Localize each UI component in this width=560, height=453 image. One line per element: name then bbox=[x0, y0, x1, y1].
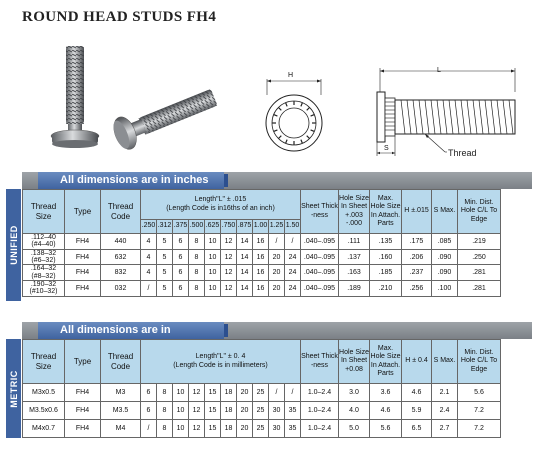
sheet-thickness-cell: .040–.095 bbox=[301, 249, 339, 265]
length-code-cell: 8 bbox=[157, 384, 173, 402]
length-code-cell: 15 bbox=[205, 384, 221, 402]
length-code-cell: 12 bbox=[189, 402, 205, 420]
hole-size-cell: 3.0 bbox=[339, 384, 370, 402]
sheet-thickness-cell: .040–.095 bbox=[301, 234, 339, 250]
s-cell: .085 bbox=[432, 234, 458, 250]
max-hole-cell: .185 bbox=[370, 265, 402, 281]
length-code-cell: 15 bbox=[205, 420, 221, 438]
length-code-cell: 18 bbox=[221, 402, 237, 420]
table-row bbox=[23, 265, 501, 281]
col-h: H ± 0.4 bbox=[402, 340, 432, 384]
col-length-group bbox=[141, 190, 301, 220]
length-code-cell: 10 bbox=[205, 281, 221, 297]
thread-code-cell: 832 bbox=[101, 265, 141, 281]
length-code-cell: 25 bbox=[253, 384, 269, 402]
length-code-cell: 12 bbox=[221, 234, 237, 250]
min-dist-cell: .250 bbox=[458, 249, 501, 265]
length-code-cell: 8 bbox=[157, 402, 173, 420]
length-code-cell: 5 bbox=[157, 249, 173, 265]
dimension-h-label: H bbox=[288, 72, 294, 79]
length-code-header: .375 bbox=[173, 220, 189, 234]
length-code-cell: 8 bbox=[189, 249, 205, 265]
length-code-cell: 14 bbox=[237, 281, 253, 297]
length-code-cell: 12 bbox=[221, 249, 237, 265]
thread-size-primary: .112–40 bbox=[31, 234, 56, 241]
min-dist-cell: .219 bbox=[458, 234, 501, 250]
thread-size-secondary: (#4–40) bbox=[31, 241, 56, 249]
thread-size-secondary: (#6–32) bbox=[31, 257, 56, 265]
col-min-dist: Min. Dist. Hole C/L To Edge bbox=[458, 340, 501, 384]
length-code-cell: 5 bbox=[157, 265, 173, 281]
stud-photos bbox=[40, 38, 230, 168]
thread-size-secondary: (#10–32) bbox=[29, 288, 58, 296]
col-type: Type bbox=[65, 190, 101, 234]
min-dist-cell: 7.2 bbox=[458, 402, 501, 420]
length-code-cell: 6 bbox=[173, 265, 189, 281]
length-code-header: 1.25 bbox=[269, 220, 285, 234]
table-row bbox=[23, 234, 501, 250]
thread-size-cell: M4x0.7 bbox=[23, 420, 65, 438]
length-header-line2: (Length Code is in millimeters) bbox=[173, 361, 268, 369]
dimension-l-label: L bbox=[437, 67, 441, 74]
col-sheet-thickness: Sheet Thick -ness bbox=[301, 340, 339, 384]
length-code-cell: 12 bbox=[221, 265, 237, 281]
end-view-diagram bbox=[255, 65, 335, 165]
length-code-cell: 10 bbox=[173, 402, 189, 420]
length-code-header: .312 bbox=[157, 220, 173, 234]
length-code-cell: 20 bbox=[237, 420, 253, 438]
length-code-cell: 6 bbox=[173, 249, 189, 265]
length-code-cell: 14 bbox=[237, 234, 253, 250]
sheet-thickness-cell: 1.0–2.4 bbox=[301, 384, 339, 402]
s-cell: 2.1 bbox=[432, 384, 458, 402]
length-code-cell: 10 bbox=[205, 234, 221, 250]
length-code-header: .625 bbox=[205, 220, 221, 234]
s-cell: 2.4 bbox=[432, 402, 458, 420]
max-hole-cell: .210 bbox=[370, 281, 402, 297]
length-code-cell: 12 bbox=[189, 420, 205, 438]
thread-code-cell: 440 bbox=[101, 234, 141, 250]
type-cell: FH4 bbox=[65, 420, 101, 438]
length-code-cell: 6 bbox=[141, 384, 157, 402]
thread-code-cell: M3 bbox=[101, 384, 141, 402]
metric-banner bbox=[22, 322, 532, 339]
col-hole-size: Hole Size In Sheet +.003 -.000 bbox=[339, 190, 370, 234]
hole-size-cell: 4.0 bbox=[339, 402, 370, 420]
max-hole-cell: .135 bbox=[370, 234, 402, 250]
thread-size-cell bbox=[23, 265, 65, 281]
type-cell: FH4 bbox=[65, 281, 101, 297]
length-code-cell: / bbox=[141, 281, 157, 297]
length-code-cell: 12 bbox=[221, 281, 237, 297]
length-code-cell: 16 bbox=[253, 281, 269, 297]
page-title: ROUND HEAD STUDS FH4 bbox=[22, 9, 217, 25]
length-code-header: .500 bbox=[189, 220, 205, 234]
col-thread-size: Thread Size bbox=[23, 340, 65, 384]
tilted-stud-image bbox=[110, 81, 221, 152]
table-row bbox=[23, 281, 501, 297]
col-s: S Max. bbox=[432, 340, 458, 384]
length-code-cell: 4 bbox=[141, 249, 157, 265]
s-cell: .090 bbox=[432, 249, 458, 265]
col-type: Type bbox=[65, 340, 101, 384]
h-cell: .175 bbox=[402, 234, 432, 250]
length-code-cell: 6 bbox=[173, 281, 189, 297]
hole-size-cell: .189 bbox=[339, 281, 370, 297]
min-dist-cell: 7.2 bbox=[458, 420, 501, 438]
h-cell: 4.6 bbox=[402, 384, 432, 402]
length-code-cell: 14 bbox=[237, 249, 253, 265]
col-max-hole: Max. Hole Size In Attach. Parts bbox=[370, 190, 402, 234]
length-code-cell: / bbox=[141, 420, 157, 438]
length-code-cell: 35 bbox=[285, 420, 301, 438]
length-code-cell: 5 bbox=[157, 234, 173, 250]
length-code-cell: 18 bbox=[221, 384, 237, 402]
length-code-cell: 6 bbox=[141, 402, 157, 420]
length-code-cell: / bbox=[269, 384, 285, 402]
table-row bbox=[23, 384, 501, 402]
length-code-cell: 4 bbox=[141, 265, 157, 281]
length-code-cell: 10 bbox=[173, 384, 189, 402]
length-code-cell: 14 bbox=[237, 265, 253, 281]
length-header-line2: (Length Code is in16ths of an inch) bbox=[166, 204, 275, 212]
col-hole-size: Hole Size In Sheet +0.08 bbox=[339, 340, 370, 384]
max-hole-cell: .160 bbox=[370, 249, 402, 265]
type-cell: FH4 bbox=[65, 265, 101, 281]
max-hole-cell: 5.6 bbox=[370, 420, 402, 438]
col-thread-code: Thread Code bbox=[101, 340, 141, 384]
unified-banner-text: All dimensions are in inches bbox=[38, 172, 224, 189]
thread-code-cell: M4 bbox=[101, 420, 141, 438]
length-code-cell: 8 bbox=[189, 265, 205, 281]
length-code-cell: 25 bbox=[253, 420, 269, 438]
col-thread-code: Thread Code bbox=[101, 190, 141, 234]
length-code-cell: 12 bbox=[189, 384, 205, 402]
thread-size-secondary: (#8–32) bbox=[31, 272, 56, 280]
s-cell: 2.7 bbox=[432, 420, 458, 438]
length-code-cell: 10 bbox=[205, 249, 221, 265]
h-cell: 6.5 bbox=[402, 420, 432, 438]
s-cell: .090 bbox=[432, 265, 458, 281]
length-code-cell: 20 bbox=[237, 402, 253, 420]
length-code-cell: 20 bbox=[237, 384, 253, 402]
table-row bbox=[23, 402, 501, 420]
h-cell: 5.9 bbox=[402, 402, 432, 420]
side-view-diagram bbox=[365, 62, 525, 167]
thread-size-cell bbox=[23, 249, 65, 265]
length-code-header: .250 bbox=[141, 220, 157, 234]
length-code-cell: 4 bbox=[141, 234, 157, 250]
unified-side-label: UNIFIED bbox=[6, 189, 21, 301]
type-cell: FH4 bbox=[65, 234, 101, 250]
col-s: S Max. bbox=[432, 190, 458, 234]
length-code-cell: 5 bbox=[157, 281, 173, 297]
length-code-cell: 10 bbox=[173, 420, 189, 438]
min-dist-cell: .281 bbox=[458, 265, 501, 281]
length-code-cell: / bbox=[285, 234, 301, 250]
metric-side-label: METRIC bbox=[6, 339, 21, 438]
length-code-cell: 6 bbox=[173, 234, 189, 250]
h-cell: .237 bbox=[402, 265, 432, 281]
thread-code-cell: M3.5 bbox=[101, 402, 141, 420]
thread-size-primary: .138–32 bbox=[30, 249, 57, 257]
length-code-header: 1.00 bbox=[253, 220, 269, 234]
length-code-cell: 16 bbox=[253, 234, 269, 250]
thread-size-cell: M3x0.5 bbox=[23, 384, 65, 402]
min-dist-cell: .281 bbox=[458, 281, 501, 297]
col-thread-size: Thread Size bbox=[23, 190, 65, 234]
thread-code-cell: 632 bbox=[101, 249, 141, 265]
thread-size-primary: .164–32 bbox=[30, 265, 57, 273]
length-code-cell: / bbox=[285, 384, 301, 402]
metric-banner-text: All dimensions are in bbox=[38, 322, 224, 339]
sheet-thickness-cell: .040–.095 bbox=[301, 265, 339, 281]
thread-size-cell bbox=[23, 234, 65, 250]
sheet-thickness-cell: 1.0–2.4 bbox=[301, 402, 339, 420]
thread-callout-label: Thread bbox=[448, 148, 477, 158]
col-min-dist: Min. Dist. Hole C/L To Edge bbox=[458, 190, 501, 234]
hole-size-cell: 5.0 bbox=[339, 420, 370, 438]
length-code-header: .875 bbox=[237, 220, 253, 234]
length-code-cell: 20 bbox=[269, 265, 285, 281]
min-dist-cell: 5.6 bbox=[458, 384, 501, 402]
unified-spec-table bbox=[22, 189, 501, 297]
length-code-cell: / bbox=[269, 234, 285, 250]
thread-size-cell bbox=[23, 281, 65, 297]
length-code-cell: 8 bbox=[189, 281, 205, 297]
length-code-cell: 20 bbox=[269, 281, 285, 297]
table-row bbox=[23, 249, 501, 265]
h-cell: .206 bbox=[402, 249, 432, 265]
length-code-cell: 8 bbox=[157, 420, 173, 438]
length-code-cell: 16 bbox=[253, 249, 269, 265]
table-row bbox=[23, 420, 501, 438]
max-hole-cell: 3.6 bbox=[370, 384, 402, 402]
col-h: H ±.015 bbox=[402, 190, 432, 234]
thread-size-cell: M3.5x0.6 bbox=[23, 402, 65, 420]
sheet-thickness-cell: 1.0–2.4 bbox=[301, 420, 339, 438]
type-cell: FH4 bbox=[65, 384, 101, 402]
length-code-cell: 24 bbox=[285, 265, 301, 281]
hole-size-cell: .137 bbox=[339, 249, 370, 265]
length-code-cell: 24 bbox=[285, 249, 301, 265]
length-code-cell: 10 bbox=[205, 265, 221, 281]
length-code-cell: 25 bbox=[253, 402, 269, 420]
length-code-cell: 16 bbox=[253, 265, 269, 281]
length-code-cell: 30 bbox=[269, 420, 285, 438]
length-code-cell: 35 bbox=[285, 402, 301, 420]
type-cell: FH4 bbox=[65, 249, 101, 265]
dimension-s-label: S bbox=[384, 145, 389, 152]
length-code-header: 1.50 bbox=[285, 220, 301, 234]
vertical-stud-image bbox=[51, 46, 99, 148]
length-header-line1: Length"L" ± .015 bbox=[194, 196, 247, 204]
col-sheet-thickness: Sheet Thick -ness bbox=[301, 190, 339, 234]
length-header-line1: Length"L" ± 0. 4 bbox=[195, 353, 246, 361]
metric-spec-table bbox=[22, 339, 501, 438]
length-code-cell: 18 bbox=[221, 420, 237, 438]
col-length-group bbox=[141, 340, 301, 384]
length-code-cell: 24 bbox=[285, 281, 301, 297]
length-code-cell: 30 bbox=[269, 402, 285, 420]
length-code-cell: 15 bbox=[205, 402, 221, 420]
hole-size-cell: .111 bbox=[339, 234, 370, 250]
max-hole-cell: 4.6 bbox=[370, 402, 402, 420]
length-code-cell: 8 bbox=[189, 234, 205, 250]
length-code-header: .750 bbox=[221, 220, 237, 234]
thread-size-primary: .190–32 bbox=[30, 281, 57, 289]
sheet-thickness-cell: .040–.095 bbox=[301, 281, 339, 297]
hole-size-cell: .163 bbox=[339, 265, 370, 281]
h-cell: .256 bbox=[402, 281, 432, 297]
col-max-hole: Max. Hole Size In Attach. Parts bbox=[370, 340, 402, 384]
unified-banner bbox=[22, 172, 532, 189]
thread-code-cell: 032 bbox=[101, 281, 141, 297]
type-cell: FH4 bbox=[65, 402, 101, 420]
s-cell: .100 bbox=[432, 281, 458, 297]
length-code-cell: 20 bbox=[269, 249, 285, 265]
